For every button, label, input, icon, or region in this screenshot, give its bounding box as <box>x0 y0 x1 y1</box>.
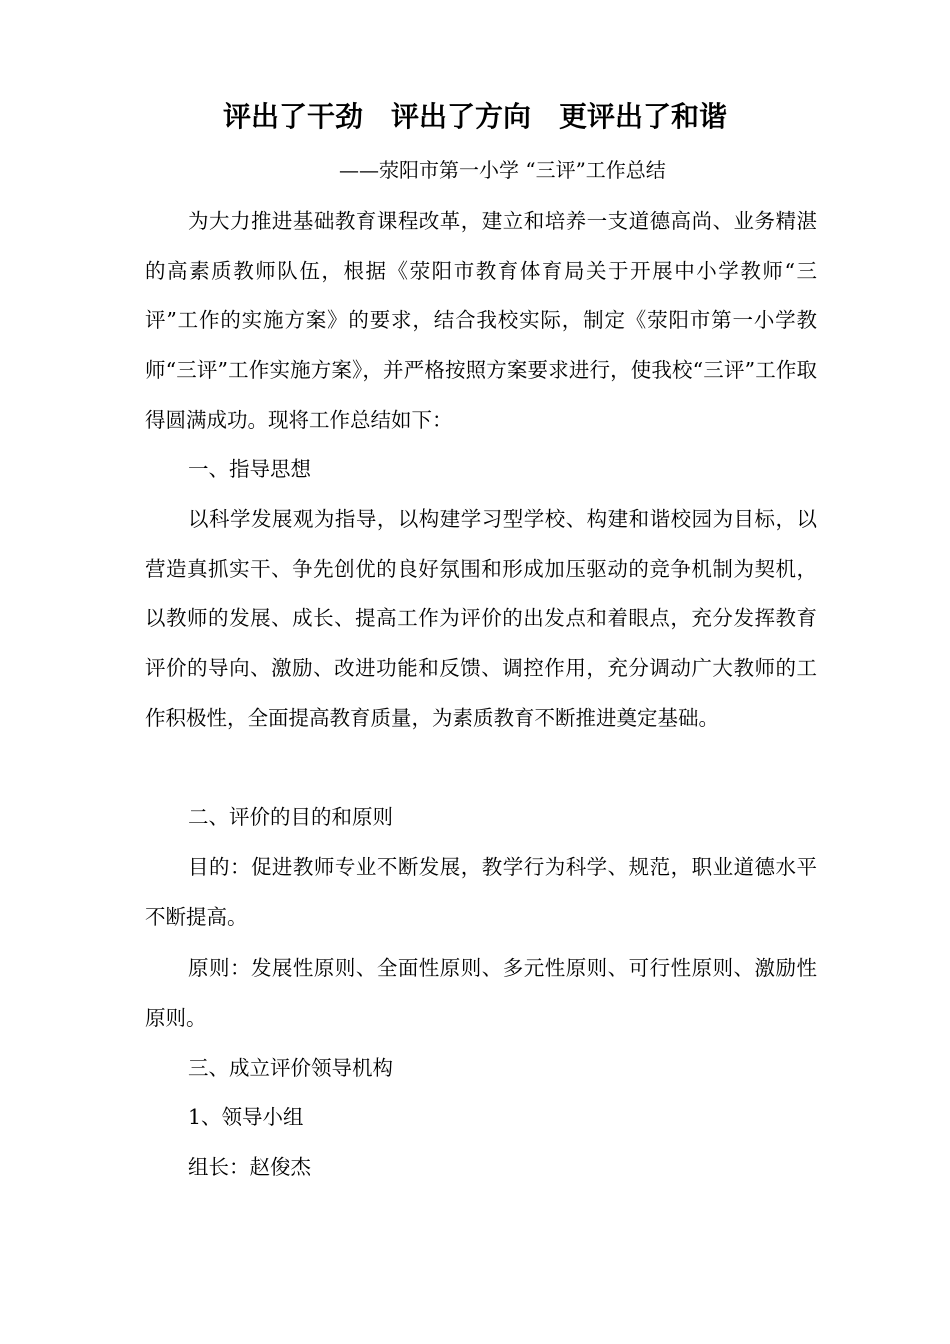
section-2-purpose: 目的：促进教师专业不断发展，教学行为科学、规范，职业道德水平不断提高。 <box>145 855 817 929</box>
document-subtitle: ——荥阳市第一小学 “三评”工作总结 <box>339 158 666 182</box>
section-3-leader: 组长：赵俊杰 <box>188 1155 311 1179</box>
section-2-principle: 原则：发展性原则、全面性原则、多元性原则、可行性原则、激励性原则。 <box>145 956 817 1030</box>
intro-paragraph: 为大力推进基础教育课程改革，建立和培养一支道德高尚、业务精湛的高素质教师队伍，根据《荥阳市教育体育局关于开展中小学教师“三评”工作的实施方案》的要求，结合我校实际，制定《荥阳市第一小学教师“三评”工作实施方案》，并严格按照方案要求进行，使我校“三评”工作取得圆满成功。现将工作总结如下： <box>145 209 817 432</box>
section-2-heading: 二、评价的目的和原则 <box>188 805 393 829</box>
document-title: 评出了干劲 评出了方向 更评出了和谐 <box>222 100 727 133</box>
section-1-paragraph: 以科学发展观为指导，以构建学习型学校、构建和谐校园为目标，以营造真抓实干、争先创优的良好氛围和形成加压驱动的竞争机制为契机，以教师的发展、成长、提高工作为评价的出发点和着眼点，充分发挥教育评价的导向、激励、改进功能和反馈、调控作用，充分调动广大教师的工作积极性，全面提高教育质量，为素质教育不断推进奠定基础。 <box>145 507 817 730</box>
section-3-subheading: 1、领导小组 <box>188 1105 304 1129</box>
section-3-heading: 三、成立评价领导机构 <box>188 1056 393 1080</box>
section-1-heading: 一、指导思想 <box>188 457 311 481</box>
